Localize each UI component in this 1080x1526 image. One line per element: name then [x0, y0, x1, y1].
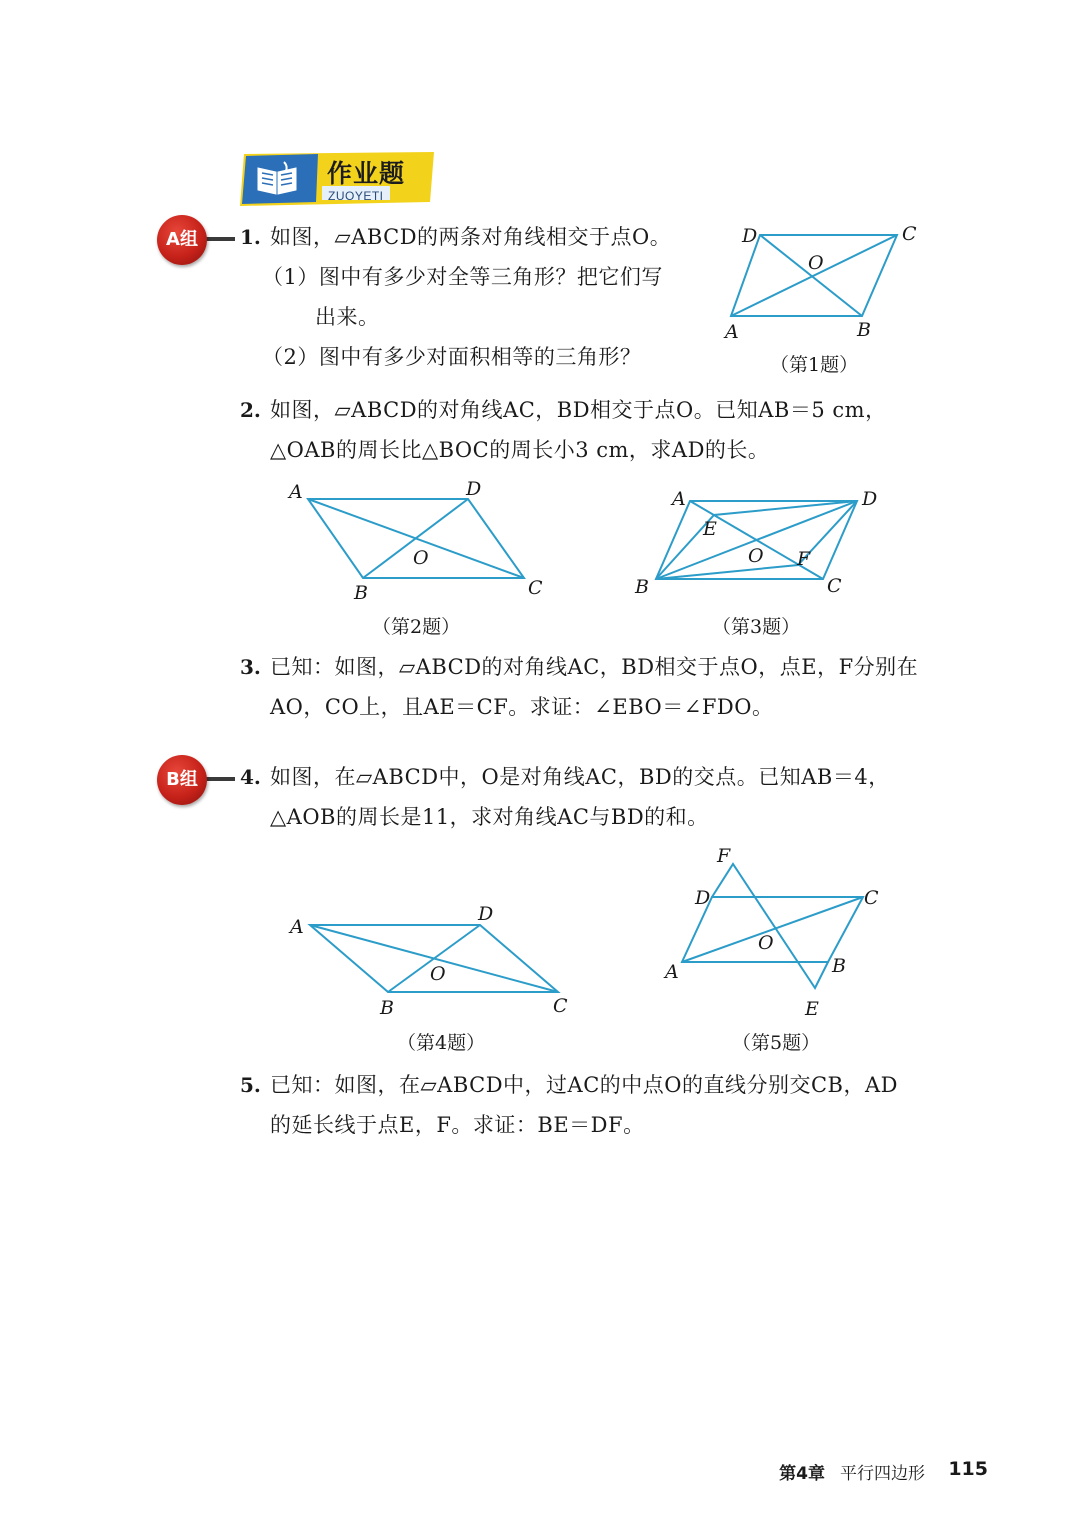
q5-line1: 已知：如图，在▱ABCD中，过AC的中点O的直线分别交CB，AD [270, 1073, 898, 1097]
q2-line1: 如图，▱ABCD的对角线AC，BD相交于点O。已知AB＝5 cm， [270, 398, 887, 422]
f5-label-e: E [805, 998, 819, 1020]
q1-part1-line1: （1）图中有多少对全等三角形？把它们写 [262, 265, 663, 289]
open-book-icon [254, 160, 300, 196]
figure-4 [280, 900, 580, 1025]
f5-caption: （第5题） [732, 1032, 821, 1054]
q2-line2: △OAB的周长比△BOC的周长小3 cm，求AD的长。 [270, 438, 770, 462]
q1-part2: （2）图中有多少对面积相等的三角形？ [262, 345, 642, 369]
group-a-pointer [205, 237, 235, 241]
q4-line2: △AOB的周长是11，求对角线AC与BD的和。 [270, 805, 709, 829]
q4-number: 4. [240, 765, 261, 789]
f5-label-d: D [695, 887, 711, 909]
q5-line2: 的延长线于点E，F。求证：BE＝DF。 [270, 1113, 645, 1137]
f1-label-b: B [857, 319, 871, 341]
f2-caption: （第2题） [372, 616, 461, 638]
f3-caption: （第3题） [712, 616, 801, 638]
group-b-badge: B组 [157, 755, 207, 805]
f3-label-a: A [672, 488, 686, 510]
f1-label-d: D [742, 225, 758, 247]
f4-caption: （第4题） [397, 1032, 486, 1054]
f3-label-c: C [827, 575, 842, 597]
group-a-badge: A组 [157, 215, 207, 265]
f5-label-c: C [864, 887, 879, 909]
f4-label-a: A [290, 916, 304, 938]
section-title: 作业题 [327, 159, 406, 188]
f1-caption: （第1题） [770, 354, 859, 376]
f1-label-o: O [808, 252, 824, 274]
footer-chapter-title: 平行四边形 [840, 1464, 925, 1484]
figure-2 [280, 475, 550, 610]
f2-label-c: C [528, 577, 543, 599]
figure-5 [660, 840, 900, 1020]
f3-diagonal-bd [656, 501, 857, 579]
f3-label-f: F [797, 548, 811, 570]
f5-label-b: B [832, 955, 846, 977]
f3-label-e: E [703, 518, 717, 540]
f3-label-d: D [862, 488, 878, 510]
f3-label-b: B [635, 576, 649, 598]
figure-3 [630, 485, 890, 605]
f5-line-fe [712, 864, 828, 988]
f2-label-a: A [289, 481, 303, 503]
group-b-pointer [205, 777, 235, 781]
footer-chapter: 第4章 [779, 1464, 825, 1484]
f2-label-o: O [413, 547, 429, 569]
q3-number: 3. [240, 655, 261, 679]
f4-label-b: B [380, 997, 394, 1019]
f4-label-d: D [478, 903, 494, 925]
page-number: 115 [948, 1458, 988, 1480]
q1-number: 1. [240, 225, 261, 249]
f1-label-a: A [725, 321, 739, 343]
section-subtitle: ZUOYETI [328, 189, 384, 203]
q1-part1-line2: 出来。 [315, 305, 380, 329]
f3-label-o: O [748, 545, 764, 567]
q5-number: 5. [240, 1073, 261, 1097]
f5-label-f: F [717, 845, 731, 867]
f5-label-a: A [665, 961, 679, 983]
q3-line2: AO，CO上，且AE＝CF。求证：∠EBO＝∠FDO。 [270, 695, 774, 719]
f4-label-c: C [553, 995, 568, 1017]
q4-line1: 如图，在▱ABCD中，O是对角线AC，BD的交点。已知AB＝4， [270, 765, 890, 789]
f5-label-o: O [758, 932, 774, 954]
f4-label-o: O [430, 963, 446, 985]
q1-stem: 如图，▱ABCD的两条对角线相交于点O。 [270, 225, 672, 249]
f2-label-b: B [354, 582, 368, 604]
q3-line1: 已知：如图，▱ABCD的对角线AC，BD相交于点O，点E，F分别在 [270, 655, 919, 679]
f1-diagonal-bd [760, 235, 862, 316]
f1-label-c: C [902, 223, 917, 245]
f2-label-d: D [466, 478, 482, 500]
q2-number: 2. [240, 398, 261, 422]
